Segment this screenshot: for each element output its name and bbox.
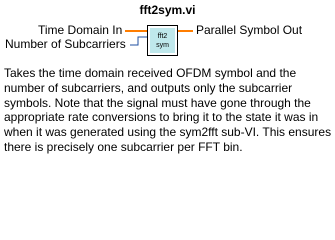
connector-pane-diagram [0,0,335,70]
input-label-number-of-subcarriers: Number of Subcarriers [5,37,126,51]
vi-icon-text-line-1: fft2 [157,32,168,40]
output-label-parallel-symbol-out: Parallel Symbol Out [196,23,303,37]
vi-description: Takes the time domain received OFDM symbol and the number of subcarriers, and outputs only the subcarrier symbols. Note that the signal must have gone through the appropriate rate conversions to bring it to the state it was in when it was generated using the sym2fft sub-VI. This ensures there is precisely one subcarrier per FFT bin. [4,66,332,154]
vi-icon-face [150,28,175,53]
wire-number-of-subcarriers [130,37,147,45]
fft2sym-vi-icon[interactable] [147,25,178,56]
vi-icon-text-line-2: sym [156,41,169,49]
input-label-time-domain-in: Time Domain In [38,23,123,37]
vi-title: fft2sym.vi [139,3,196,17]
